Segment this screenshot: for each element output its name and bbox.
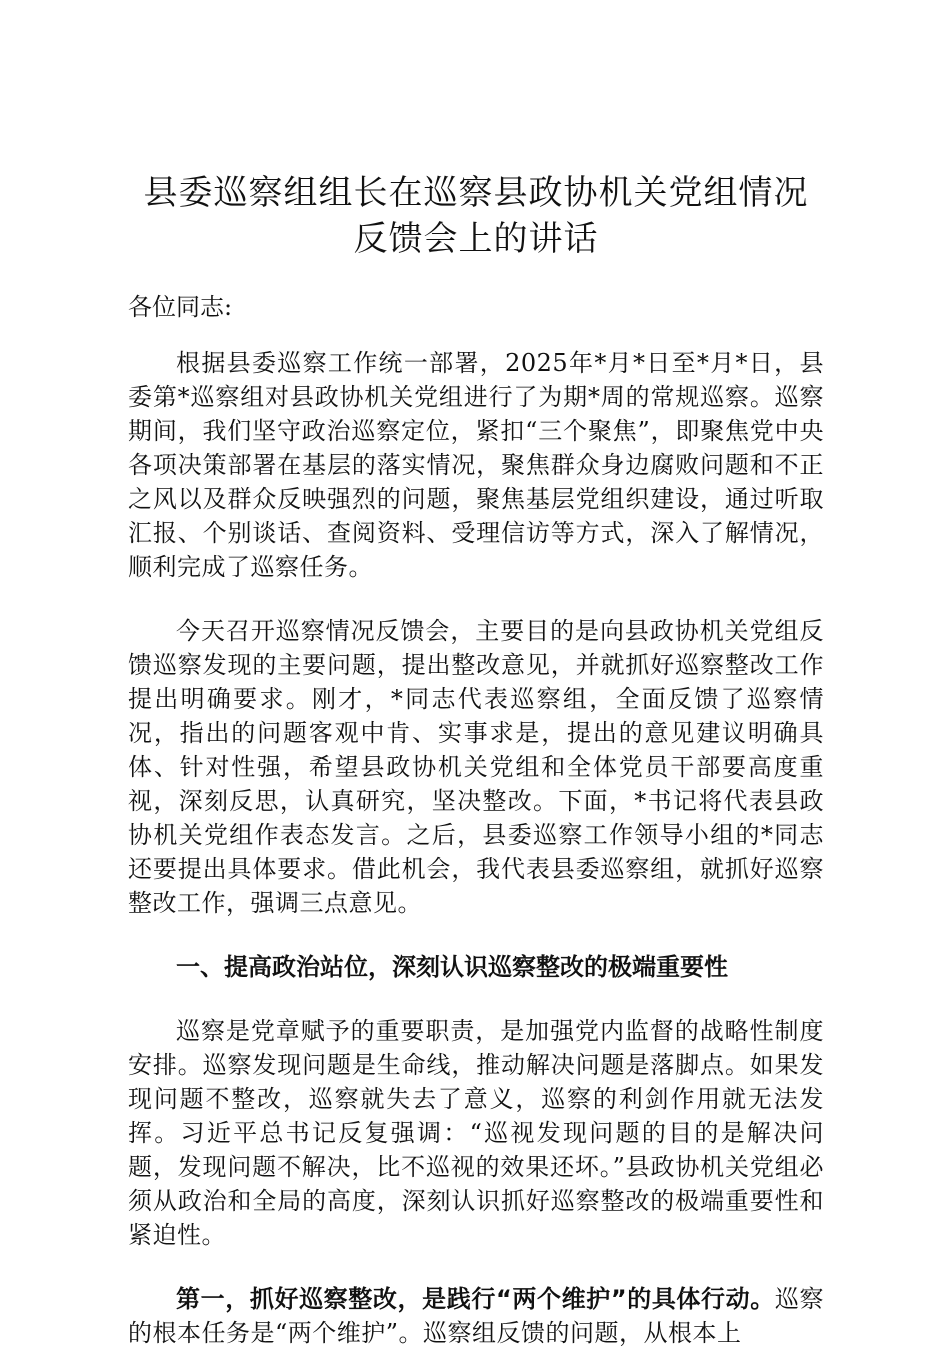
section-heading: 一、提高政治站位，深刻认识巡察整改的极端重要性 xyxy=(176,953,728,981)
paragraph-section-body: 巡察是党章赋予的重要职责，是加强党内监督的战略性制度安排。巡察发现问题是生命线，推动解决问题是落脚点。如果发现问题不整改，巡察就失去了意义，巡察的利剑作用就无法发挥。习近平总书记反复强调：“巡视发现问题的目的是解决问题，发现问题不解决，比不巡视的效果还坏。”县政协机关党组必须从政治和全局的高度，深刻认识抓好巡察整改的极端重要性和紧迫性。 xyxy=(128,1017,824,1249)
point-one-lead: 第一，抓好巡察整改，是践行“两个维护”的具体行动。 xyxy=(176,1285,775,1313)
document-title: 县委巡察组组长在巡察县政协机关党组情况反馈会上的讲话 xyxy=(143,173,809,259)
salutation: 各位同志: xyxy=(128,293,233,321)
document-page xyxy=(128,170,824,1350)
paragraph-point-one xyxy=(128,1282,824,1350)
paragraph-intro: 根据县委巡察工作统一部署，2025年*月*日至*月*日，县委第*巡察组对县政协机关党组进行了为期*周的常规巡察。巡察期间，我们坚守政治巡察定位，紧扣“三个聚焦”，即聚焦党中央各项决策部署在基层的落实情况，聚焦群众身边腐败问题和不正之风以及群众反映强烈的问题，聚焦基层党组织建设，通过听取汇报、个别谈话、查阅资料、受理信访等方式，深入了解情况，顺利完成了巡察任务。 xyxy=(128,349,824,581)
point-one-text: 巡察的根本任务是“两个维护”。巡察组反馈的问题，从根本上 xyxy=(128,1285,825,1347)
paragraph-purpose: 今天召开巡察情况反馈会，主要目的是向县政协机关党组反馈巡察发现的主要问题，提出整改意见，并就抓好巡察整改工作提出明确要求。刚才，*同志代表巡察组，全面反馈了巡察情况，指出的问题客观中肯、实事求是，提出的意见建议明确具体、针对性强，希望县政协机关党组和全体党员干部要高度重视，深刻反思，认真研究，坚决整改。下面，*书记将代表县政协机关党组作表态发言。之后，县委巡察工作领导小组的*同志还要提出具体要求。借此机会，我代表县委巡察组，就抓好巡察整改工作，强调三点意见。 xyxy=(128,617,824,917)
